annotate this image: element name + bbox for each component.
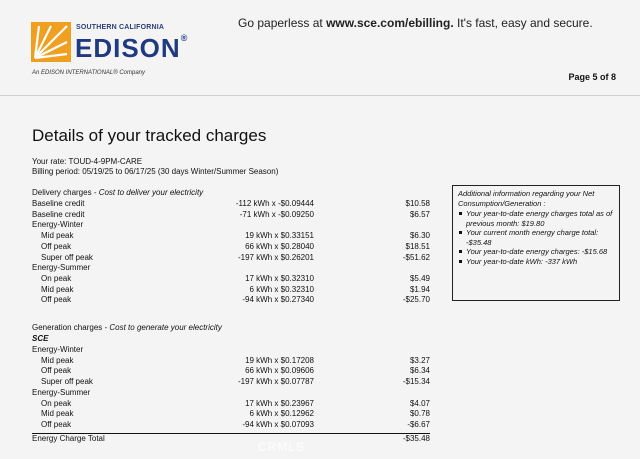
charge-calculation: 19 kWh x $0.17208 [245,355,314,365]
charge-label: Off peak [41,366,72,376]
charge-row [32,210,430,220]
charge-row [32,253,430,263]
charge-row [32,409,430,419]
charge-label: Off peak [41,295,72,305]
edison-logo-icon [31,22,71,62]
charge-amount: $6.34 [409,366,430,376]
charge-calculation: 6 kWh x $0.32310 [249,284,314,294]
charge-row [32,295,430,305]
total-row [32,434,430,444]
charge-row [32,388,430,398]
charge-calculation: 19 kWh x $0.33151 [245,231,314,241]
net-consumption-info-box [452,185,620,301]
charge-row [32,366,430,376]
charge-calculation: 66 kWh x $0.28040 [245,241,314,251]
charge-row [32,220,430,230]
charge-amount: $1.94 [409,284,430,294]
charge-label: Energy-Summer [32,263,91,273]
charge-amount: $18.51 [405,241,430,251]
charge-calculation: -71 kWh x -$0.09250 [239,209,314,219]
bill-header [0,0,640,96]
charge-amount: $6.57 [409,209,430,219]
charge-label: Baseline credit [32,199,85,208]
charge-row [32,399,430,409]
charge-amount: $3.27 [409,355,430,365]
charge-label: Mid peak [41,231,74,241]
info-list [458,209,614,266]
total-amount: -$35.48 [402,434,430,443]
ebilling-link[interactable]: www.sce.com/ebilling. [326,16,454,30]
charge-row [32,199,430,209]
charge-label: Mid peak [41,355,74,365]
charge-row [32,356,430,366]
rate-line: Your rate: TOUD-4-9PM-CARE [32,157,143,166]
charge-amount: -$6.67 [407,419,430,429]
charge-amount: $6.30 [409,231,430,241]
charge-label: Off peak [41,419,72,429]
charge-row [32,345,430,355]
charge-label: Baseline credit [32,209,85,219]
charge-row [32,231,430,241]
charge-row [32,420,430,430]
charge-label: Off peak [41,241,72,251]
charge-calculation: 17 kWh x $0.32310 [245,273,314,283]
charge-label: On peak [41,273,72,283]
generation-heading: Generation charges - Cost to generate your electricity [32,323,222,332]
billing-period: Billing period: 05/19/25 to 06/17/25 (30 days Winter/Summer Season) [32,167,279,176]
page-number: Page 5 of 8 [568,72,616,82]
charge-amount: -$15.34 [402,377,430,387]
charge-calculation: -197 kWh x $0.07787 [237,377,314,387]
info-item: Your current month energy charge total: -$35.48 [458,228,614,247]
charge-label: Energy-Winter [32,345,84,354]
charge-calculation: -94 kWh x $0.27340 [242,295,314,305]
charge-calculation: 17 kWh x $0.23967 [245,398,314,408]
brand-subtitle: An EDISON INTERNATIONAL® Company [32,70,146,76]
charge-calculation: -94 kWh x $0.07093 [242,419,314,429]
charge-label: Energy-Winter [32,220,84,230]
total-label: Energy Charge Total [32,434,105,443]
charge-row [32,377,430,387]
charge-label: Mid peak [41,284,74,294]
charge-amount: $4.07 [409,398,430,408]
paperless-banner: Go paperless at www.sce.com/ebilling. It's fast, easy and secure. [238,16,593,30]
page-title: Details of your tracked charges [32,126,267,145]
charge-label: Super off peak [41,252,93,262]
charge-label: Mid peak [41,409,74,419]
charge-calculation: 66 kWh x $0.09606 [245,366,314,376]
charge-amount: $10.58 [405,199,430,208]
charge-calculation: -197 kWh x $0.26201 [237,252,314,262]
charge-row [32,263,430,273]
watermark: CRMLS [258,440,306,454]
charge-label: Super off peak [41,377,93,387]
charge-label: Energy-Summer [32,387,91,397]
charge-calculation: -112 kWh x -$0.09444 [235,199,314,208]
brand-name: EDISON® [75,33,189,63]
charge-row [32,242,430,252]
brand-region: SOUTHERN CALIFORNIA [76,24,165,31]
charge-amount: -$51.62 [402,252,430,262]
info-item: Your year-to-date kWh: -337 kWh [458,257,614,267]
info-item: Your year-to-date energy charges total as of previous month: $19.80 [458,209,614,228]
delivery-heading: Delivery charges - Cost to deliver your electricity [32,188,204,197]
generation-provider: SCE [32,334,49,343]
info-item: Your year-to-date energy charges: -$15.68 [458,247,614,257]
charge-amount: $0.78 [409,409,430,419]
charge-row [32,274,430,284]
charge-amount: -$25.70 [402,295,430,305]
charge-calculation: 6 kWh x $0.12962 [249,409,314,419]
charge-label: On peak [41,398,72,408]
info-heading: Additional information regarding your Net Consumption/Generation : [458,189,595,208]
charge-amount: $5.49 [409,273,430,283]
charge-row [32,285,430,295]
